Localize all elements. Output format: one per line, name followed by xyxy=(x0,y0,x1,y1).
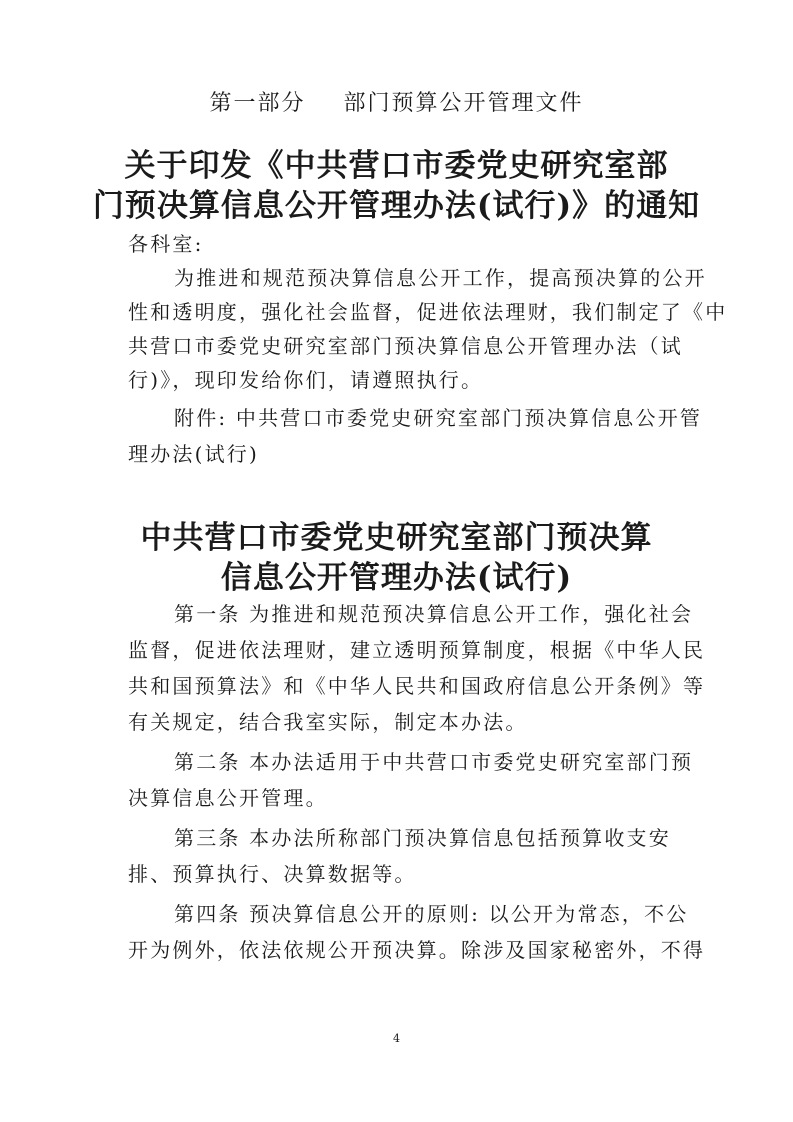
article-line: 监督，促进依法理财，建立透明预算制度，根据《中华人民 xyxy=(128,638,706,662)
article-line: 第一条 为推进和规范预决算信息公开工作，强化社会 xyxy=(174,602,694,626)
measures-title-line-2: 信息公开管理办法(试行) xyxy=(220,560,573,596)
article-line: 共和国预算法》和《中华人民共和国政府信息公开条例》等 xyxy=(128,674,706,698)
notice-body-line: 性和透明度，强化社会监督，促进依法理财，我们制定了《中 xyxy=(128,300,728,324)
notice-body-line: 为推进和规范预决算信息公开工作，提高预决算的公开 xyxy=(174,266,707,290)
section-name: 部门预算公开管理文件 xyxy=(343,91,584,116)
page-number: 4 xyxy=(393,1032,400,1045)
article-line: 排、预算执行、决算数据等。 xyxy=(128,862,417,886)
section-part: 第一部分 xyxy=(209,91,306,116)
article-line: 有关规定，结合我室实际，制定本办法。 xyxy=(128,710,528,734)
section-header xyxy=(0,86,793,117)
article-line: 开为例外，依法依规公开预决算。除涉及国家秘密外，不得 xyxy=(128,938,706,962)
notice-title xyxy=(0,146,793,226)
measures-title-line-1: 中共营口市委党史研究室部门预决算 xyxy=(140,520,653,556)
measures-title xyxy=(0,518,793,598)
notice-body-line: 共营口市委党史研究室部门预决算信息公开管理办法（试 xyxy=(128,334,683,358)
article-line: 决算信息公开管理。 xyxy=(128,786,328,810)
attachment-line: 理办法(试行) xyxy=(128,442,260,466)
notice-title-line-1: 关于印发《中共营口市委党史研究室部 xyxy=(124,148,669,184)
salutation: 各科室: xyxy=(128,232,204,256)
attachment-line: 附件: 中共营口市委党史研究室部门预决算信息公开管 xyxy=(174,406,703,430)
article-line: 第三条 本办法所称部门预决算信息包括预算收支安 xyxy=(174,826,671,850)
article-line: 第四条 预决算信息公开的原则: 以公开为常态，不公 xyxy=(174,902,689,926)
article-line: 第二条 本办法适用于中共营口市委党史研究室部门预 xyxy=(174,750,694,774)
notice-title-line-2: 门预决算信息公开管理办法(试行)》的通知 xyxy=(92,188,701,224)
notice-body-line: 行)》，现印发给你们，请遵照执行。 xyxy=(128,368,484,392)
